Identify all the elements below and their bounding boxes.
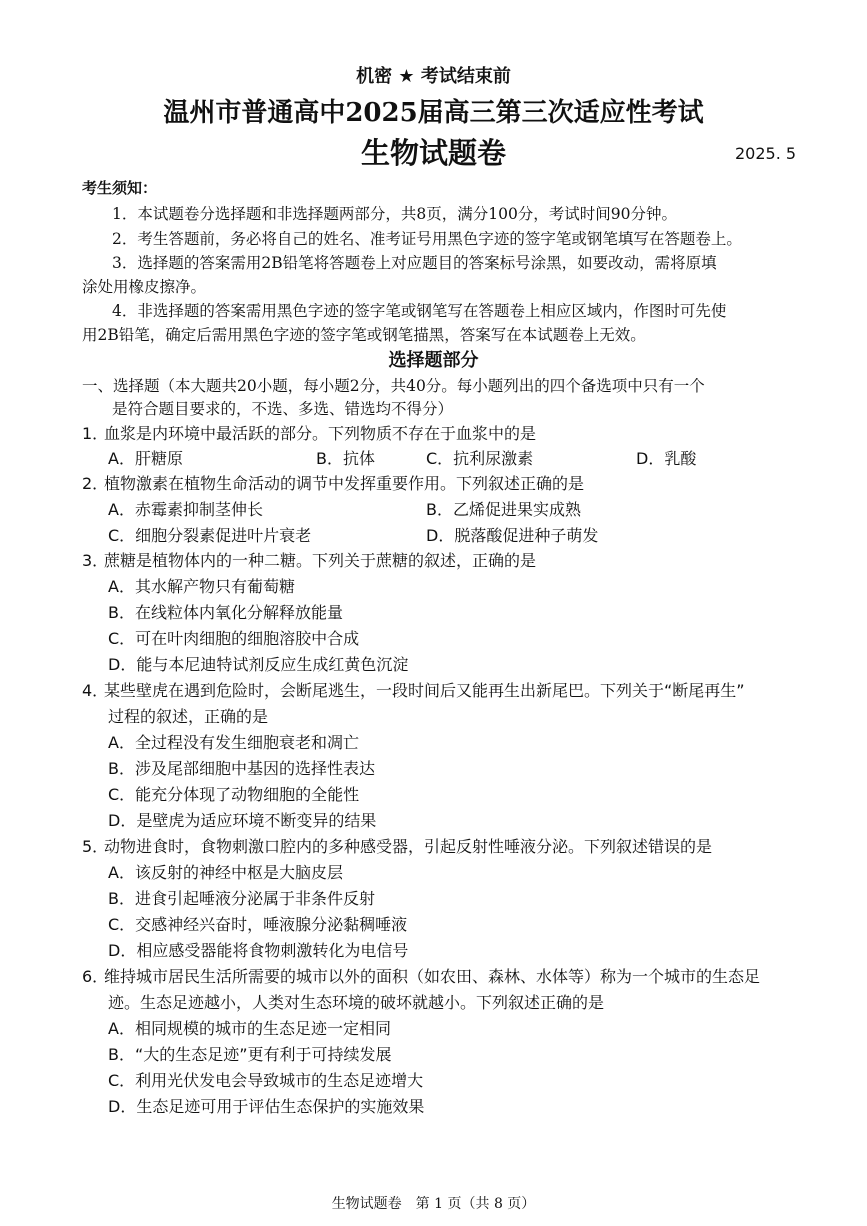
question-3 bbox=[82, 548, 536, 571]
q6-option-a: A．相同规模的城市的生态足迹一定相同 bbox=[108, 1019, 391, 1038]
q4-option-a: A．全过程没有发生细胞衰老和凋亡 bbox=[108, 733, 359, 752]
notes-heading: 考生须知： bbox=[82, 179, 158, 197]
q1-option-d: D．乳酸 bbox=[636, 449, 697, 468]
page-footer: 生物试题卷 第 1 页（共 8 页） bbox=[331, 1196, 536, 1212]
note-3-line-1: 3．选择题的答案需用2B铅笔将答题卷上对应题目的答案标号涂黑，如要改动，需将原填 bbox=[112, 254, 717, 272]
question-stem: 动物进食时，食物刺激口腔内的多种感受器，引起反射性唾液分泌。下列叙述错误的是 bbox=[104, 837, 713, 856]
q1-option-a: A．肝糖原 bbox=[108, 449, 183, 468]
section-instruction: 一、选择题（本大题共20小题，每小题2分，共40分。每小题列出的四个备选项中只有一个 bbox=[82, 377, 705, 395]
question-stem: 植物激素在植物生命活动的调节中发挥重要作用。下列叙述正确的是 bbox=[104, 474, 585, 493]
q6-option-b: B．“大的生态足迹”更有利于可持续发展 bbox=[108, 1045, 392, 1064]
q5-option-b: B．进食引起唾液分泌属于非条件反射 bbox=[108, 889, 375, 908]
question-4-stem-cont: 过程的叙述，正确的是 bbox=[108, 707, 269, 726]
question-5 bbox=[82, 834, 712, 857]
confidential-label: 机密 ★ 考试结束前 bbox=[356, 66, 511, 87]
question-6-stem-cont: 迹。生态足迹越小，人类对生态环境的破坏就越小。下列叙述正确的是 bbox=[108, 993, 605, 1012]
question-number: 4． bbox=[82, 681, 109, 700]
q2-option-a: A．赤霉素抑制茎伸长 bbox=[108, 500, 263, 519]
q1-option-b: B．抗体 bbox=[316, 449, 375, 468]
q2-option-b: B．乙烯促进果实成熟 bbox=[426, 500, 581, 519]
q3-option-a: A．其水解产物只有葡萄糖 bbox=[108, 577, 295, 596]
question-6 bbox=[82, 964, 760, 987]
question-stem: 某些壁虎在遇到危险时，会断尾逃生，一段时间后又能再生出新尾巴。下列关于“断尾再生” bbox=[104, 681, 745, 700]
question-2 bbox=[82, 471, 584, 494]
question-number: 1． bbox=[82, 424, 109, 443]
note-3-line-2: 涂处用橡皮擦净。 bbox=[82, 278, 207, 296]
q4-option-c: C．能充分体现了动物细胞的全能性 bbox=[108, 785, 360, 804]
q6-option-c: C．利用光伏发电会导致城市的生态足迹增大 bbox=[108, 1071, 424, 1090]
question-stem: 血浆是内环境中最活跃的部分。下列物质不存在于血浆中的是 bbox=[104, 424, 537, 443]
q6-option-d: D．生态足迹可用于评估生态保护的实施效果 bbox=[108, 1097, 425, 1116]
question-stem: 蔗糖是植物体内的一种二糖。下列关于蔗糖的叙述，正确的是 bbox=[104, 551, 537, 570]
q5-option-a: A．该反射的神经中枢是大脑皮层 bbox=[108, 863, 343, 882]
question-stem: 维持城市居民生活所需要的城市以外的面积（如农田、森林、水体等）称为一个城市的生态足 bbox=[104, 967, 761, 986]
question-number: 6． bbox=[82, 967, 109, 986]
q5-option-c: C．交感神经兴奋时，唾液腺分泌黏稠唾液 bbox=[108, 915, 408, 934]
q4-option-b: B．涉及尾部细胞中基因的选择性表达 bbox=[108, 759, 375, 778]
exam-title: 温州市普通高中2025届高三第三次适应性考试 bbox=[163, 98, 704, 128]
q3-option-d: D．能与本尼迪特试剂反应生成红黄色沉淀 bbox=[108, 655, 409, 674]
q4-option-d: D．是壁虎为适应环境不断变异的结果 bbox=[108, 811, 377, 830]
paper-subtitle: 生物试题卷 bbox=[360, 136, 506, 170]
question-number: 5． bbox=[82, 837, 109, 856]
section-instruction-cont: 是符合题目要求的，不选、多选、错选均不得分） bbox=[112, 400, 454, 418]
question-number: 2． bbox=[82, 474, 109, 493]
question-4 bbox=[82, 678, 745, 701]
q2-option-d: D．脱落酸促进种子萌发 bbox=[426, 526, 599, 545]
note-1: 1．本试题卷分选择题和非选择题两部分，共8页，满分100分，考试时间90分钟。 bbox=[112, 205, 678, 223]
exam-date: 2025. 5 bbox=[735, 144, 797, 163]
question-number: 3． bbox=[82, 551, 109, 570]
q3-option-c: C．可在叶肉细胞的细胞溶胶中合成 bbox=[108, 629, 360, 648]
q3-option-b: B．在线粒体内氧化分解释放能量 bbox=[108, 603, 343, 622]
question-1 bbox=[82, 421, 536, 444]
q1-option-c: C．抗利尿激素 bbox=[426, 449, 534, 468]
note-2: 2．考生答题前，务必将自己的姓名、准考证号用黑色字迹的签字笔或钢笔填写在答题卷上。 bbox=[112, 230, 742, 248]
note-4-line-1: 4．非选择题的答案需用黑色字迹的签字笔或钢笔写在答题卷上相应区域内，作图时可先使 bbox=[112, 302, 727, 320]
section-heading: 选择题部分 bbox=[388, 350, 479, 371]
q2-option-c: C．细胞分裂素促进叶片衰老 bbox=[108, 526, 312, 545]
q5-option-d: D．相应感受器能将食物刺激转化为电信号 bbox=[108, 941, 409, 960]
note-4-line-2: 用2B铅笔，确定后需用黑色字迹的签字笔或钢笔描黑，答案写在本试题卷上无效。 bbox=[82, 326, 646, 344]
